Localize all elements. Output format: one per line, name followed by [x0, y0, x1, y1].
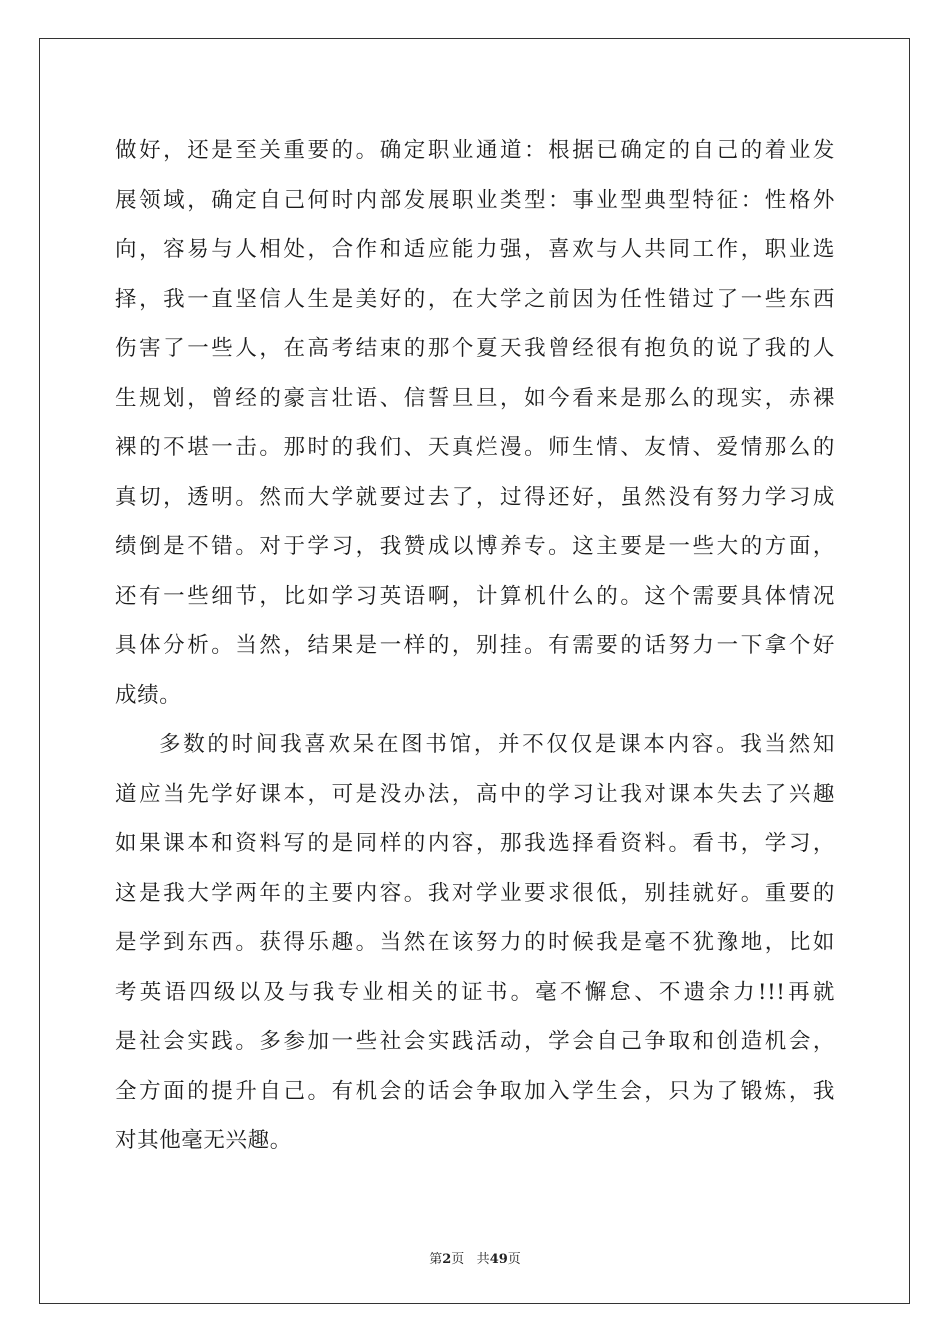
text-line: 伤害了一些人，在高考结束的那个夏天我曾经很有抱负的说了我的人	[115, 336, 835, 361]
text-line: 向，容易与人相处，合作和适应能力强，喜欢与人共同工作，职业选	[115, 237, 835, 262]
text-line: 生规划，曾经的豪言壮语、信誓旦旦，如今看来是那么的现实，赤裸	[115, 385, 835, 411]
text-line: 还有一些细节，比如学习英语啊，计算机什么的。这个需要具体情况	[115, 583, 835, 609]
text-line: 展领域，确定自己何时内部发展职业类型：事业型典型特征：性格外	[115, 187, 835, 213]
page-suffix: 页	[451, 1252, 465, 1267]
text-line: 这是我大学两年的主要内容。我对学业要求很低，别挂就好。重要的	[115, 880, 835, 906]
paragraph-2	[115, 720, 835, 1166]
page-footer	[0, 1248, 950, 1267]
total-suffix: 页	[507, 1252, 521, 1267]
text-line: 是学到东西。获得乐趣。当然在该努力的时候我是毫不犹豫地，比如	[115, 930, 835, 955]
total-prefix: 共	[476, 1252, 490, 1267]
text-line: 成绩。	[115, 682, 182, 708]
paragraph-1	[115, 126, 835, 720]
text-line: 裸的不堪一击。那时的我们、天真烂漫。师生情、友情、爱情那么的	[115, 435, 835, 460]
text-line: 绩倒是不错。对于学习，我赞成以博养专。这主要是一些大的方面，	[115, 534, 835, 559]
page-number: 2	[442, 1252, 452, 1267]
text-line: 如果课本和资料写的是同样的内容，那我选择看资料。看书，学习，	[115, 831, 835, 856]
text-line: 对其他毫无兴趣。	[115, 1128, 292, 1153]
page-prefix: 第	[429, 1252, 443, 1267]
text-line: 考英语四级以及与我专业相关的证书。毫不懈怠、不遗余力!!!再就	[115, 979, 835, 1005]
document-body	[115, 126, 835, 1166]
text-line: 做好，还是至关重要的。确定职业通道：根据已确定的自己的着业发	[115, 138, 835, 163]
text-line: 具体分析。当然，结果是一样的，别挂。有需要的话努力一下拿个好	[115, 633, 835, 658]
text-line: 择，我一直坚信人生是美好的，在大学之前因为任性错过了一些东西	[115, 286, 835, 312]
text-line: 全方面的提升自己。有机会的话会争取加入学生会，只为了锻炼，我	[115, 1078, 835, 1104]
text-line: 多数的时间我喜欢呆在图书馆，并不仅仅是课本内容。我当然知	[159, 732, 835, 757]
text-line: 是社会实践。多参加一些社会实践活动，学会自己争取和创造机会，	[115, 1029, 835, 1054]
text-line: 真切，透明。然而大学就要过去了，过得还好，虽然没有努力学习成	[115, 484, 835, 510]
text-line: 道应当先学好课本，可是没办法，高中的学习让我对课本失去了兴趣	[115, 781, 835, 807]
total-pages: 49	[489, 1252, 508, 1267]
